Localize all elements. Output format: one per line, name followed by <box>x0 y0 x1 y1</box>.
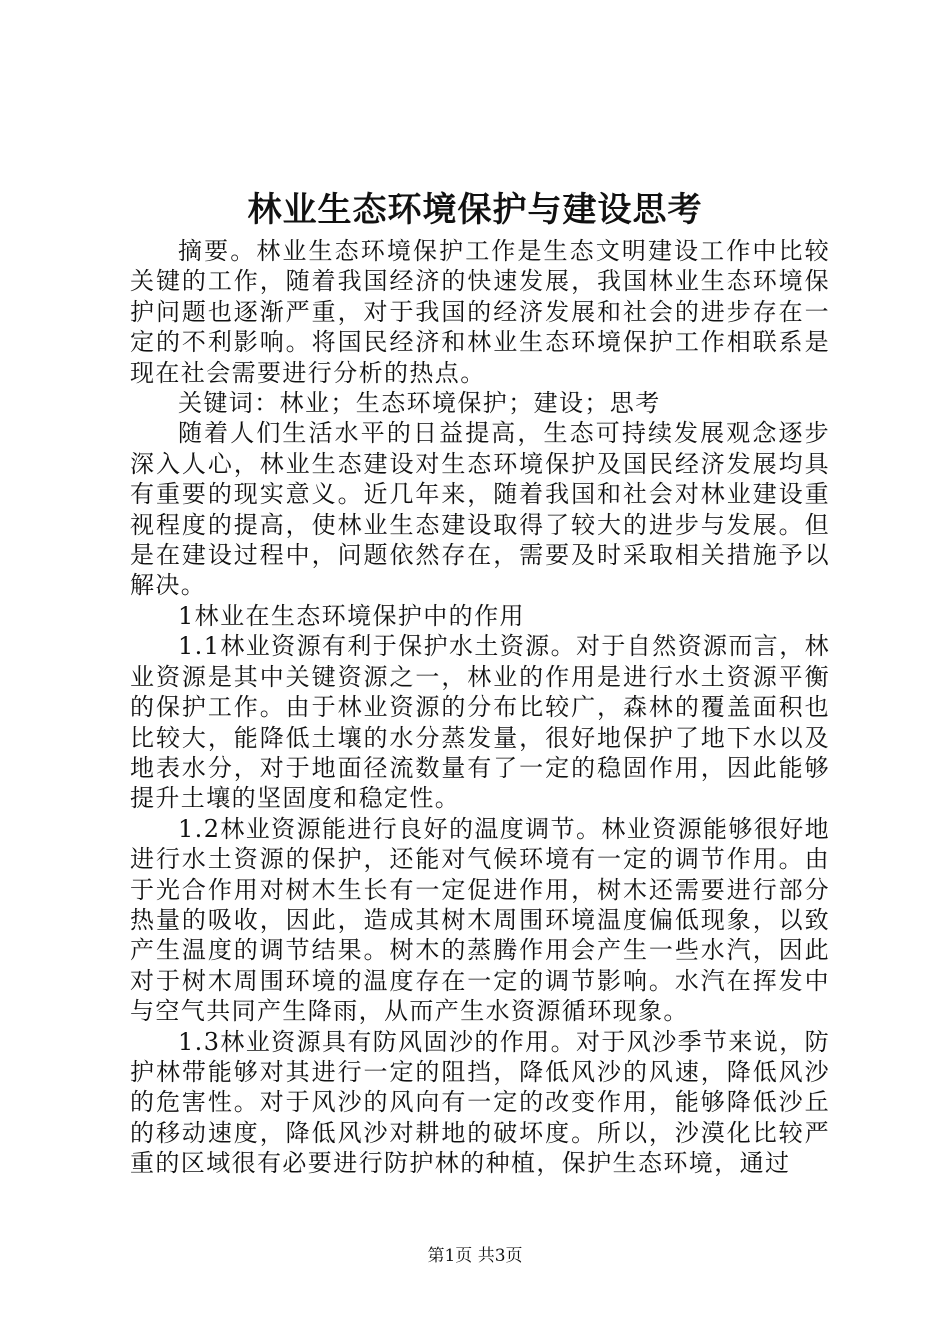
section-heading-1: 1林业在生态环境保护中的作用 <box>178 601 525 630</box>
abstract-paragraph: 摘要。林业生态环境保护工作是生态文明建设工作中比较关键的工作，随着我国经济的快速发展，我国林业生态环境保护问题也逐渐严重，对于我国的经济发展和社会的进步存在一定的不利影响。将国民经济和林业生态环境保护工作相联系是现在社会需要进行分析的热点。 <box>130 237 830 387</box>
page-number-footer: 第1页 共3页 <box>427 1246 523 1266</box>
intro-paragraph: 随着人们生活水平的日益提高，生态可持续发展观念逐步深入人心，林业生态建设对生态环境保护及国民经济发展均具有重要的现实意义。近几年来，随着我国和社会对林业建设重视程度的提高，使林业生态建设取得了较大的进步与发展。但是在建设过程中，问题依然存在，需要及时采取相关措施予以解决。 <box>130 419 830 600</box>
section-1-1-paragraph: 1.1林业资源有利于保护水土资源。对于自然资源而言，林业资源是其中关键资源之一，林业的作用是进行水土资源平衡的保护工作。由于林业资源的分布比较广，森林的覆盖面积也比较大，能降低土壤的水分蒸发量，很好地保护了地下水以及地表水分，对于地面径流数量有了一定的稳固作用，因此能够提升土壤的坚固度和稳定性。 <box>130 632 830 813</box>
document-body <box>130 236 830 1179</box>
section-1-3-paragraph: 1.3林业资源具有防风固沙的作用。对于风沙季节来说，防护林带能够对其进行一定的阻挡，降低风沙的风速，降低风沙的危害性。对于风沙的风向有一定的改变作用，能够降低沙丘的移动速度，降低风沙对耕地的破坏度。所以，沙漠化比较严重的区域很有必要进行防护林的种植，保护生态环境，通过 <box>130 1027 830 1178</box>
section-1-2-paragraph: 1.2林业资源能进行良好的温度调节。林业资源能够很好地进行水土资源的保护，还能对气候环境有一定的调节作用。由于光合作用对树木生长有一定促进作用，树木还需要进行部分热量的吸收，因此，造成其树木周围环境温度偏低现象，以致产生温度的调节结果。树木的蒸腾作用会产生一些水汽，因此对于树木周围环境的温度存在一定的调节影响。水汽在挥发中与空气共同产生降雨，从而产生水资源循环现象。 <box>130 814 830 1026</box>
keywords-paragraph: 关键词：林业；生态环境保护；建设；思考 <box>178 389 661 418</box>
document-title: 林业生态环境保护与建设思考 <box>247 190 703 230</box>
